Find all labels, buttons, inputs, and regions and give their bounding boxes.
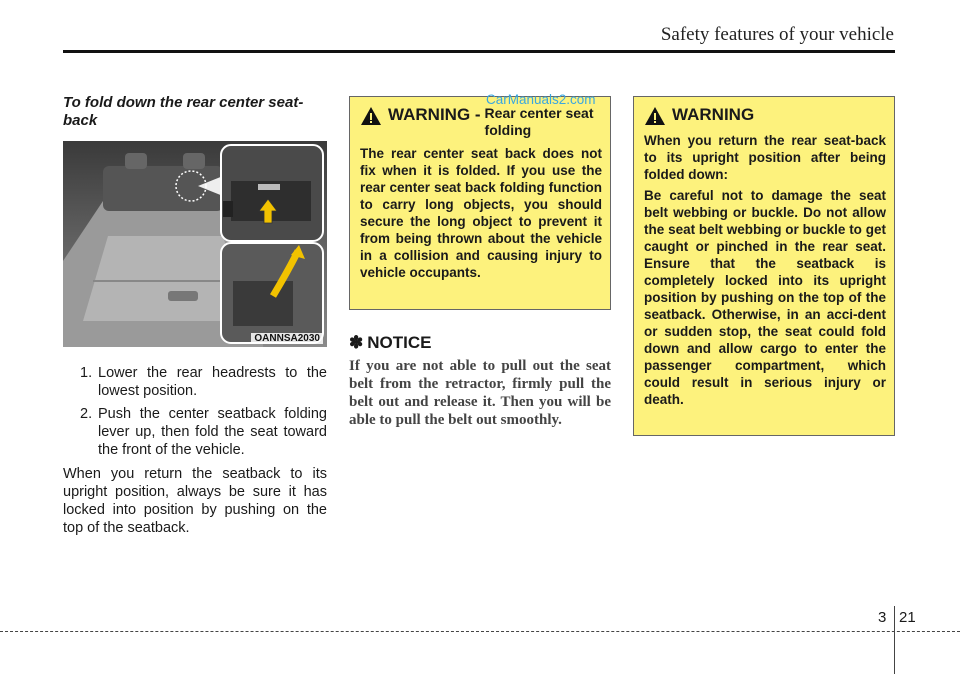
seat-folding-photo (63, 141, 327, 347)
photo-caption: OANNSA2030 (251, 333, 323, 344)
cargo-area-illustration (63, 141, 327, 347)
warning-triangle-icon (360, 106, 382, 126)
warning-title: WARNING - (388, 105, 481, 124)
warning-text: When you return the rear seat-back to its upright position after being folded down: (644, 133, 886, 182)
notice-text: If you are not able to pull out the seat belt from the retractor, firmly pull the belt out and release it. Then you will be able to pull the belt out smoothly. (349, 358, 611, 428)
chapter-number: 3 (878, 609, 887, 626)
warning-box-rear-center-seat (349, 96, 611, 310)
page-number-separator (894, 606, 895, 674)
return-paragraph: When you return the seatback to its upright position, always be sure it has locked into position by pushing on the top of the seatback. (63, 466, 327, 536)
running-header: Safety features of your vehicle (660, 24, 894, 45)
footer-rule (0, 631, 960, 632)
step-text: Push the center seatback folding lever up, then fold the seat toward the front of the vehicle. (98, 406, 327, 458)
steps-list (80, 364, 327, 464)
warning-triangle-icon (644, 106, 666, 126)
notice-heading (349, 333, 431, 353)
notice-symbol-icon: ✽ (349, 333, 364, 352)
header-rule (63, 50, 895, 53)
step-item (80, 364, 327, 400)
warning-box-seatback-return (633, 96, 895, 436)
step-text: Lower the rear headrests to the lowest position. (98, 365, 327, 399)
warning-text: Be careful not to damage the seat belt webbing or buckle. Do not allow the seat belt webbing or buckle to get caught or pinched in the rear seat. Ensure that the seatback is completely locked into its upright position by pushing on the top of the seatback. Otherwise, in an acci-dent or sudden stop, the seat could fold down and allow cargo to enter the passenger compartment, which could result in serious injury or death. (644, 188, 886, 407)
watermark-text: CarManuals2.com (486, 92, 596, 107)
page-number: 21 (899, 609, 916, 626)
step-number: 2. (80, 406, 93, 422)
warning-subtitle: Rear center seat folding (484, 105, 594, 138)
notice-title: NOTICE (367, 333, 432, 352)
warning-text: The rear center seat back does not fix when it is folded. If you use the rear center seat back folding function to carry long objects, you should secure the long object to prevent it from being thrown about the vehicle in a collision and causing injury to vehicle occupants. (360, 146, 602, 280)
warning-title: WARNING (672, 105, 755, 124)
section-heading: To fold down the rear center seat-back (63, 94, 304, 129)
step-item (80, 405, 327, 459)
step-number: 1. (80, 365, 93, 381)
